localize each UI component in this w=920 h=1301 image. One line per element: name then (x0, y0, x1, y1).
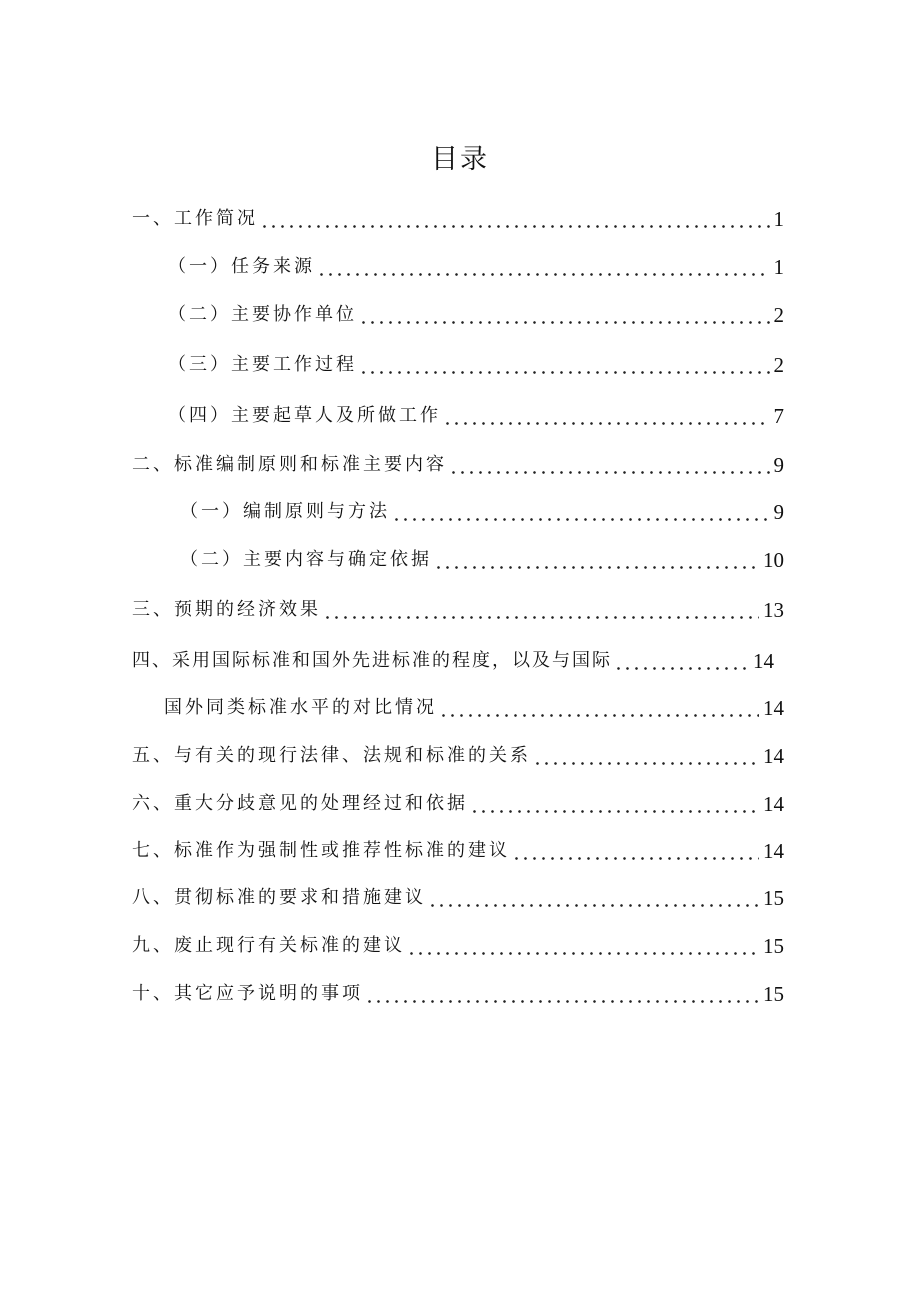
dot-leader (434, 549, 759, 571)
toc-entry-label: 九、废止现行有关标准的建议 (132, 935, 405, 956)
toc-entry-page: 2 (773, 303, 784, 327)
dot-leader (407, 935, 759, 957)
dot-leader (365, 983, 759, 1005)
toc-entry-label: 十、其它应予说明的事项 (132, 983, 363, 1004)
toc-entry-label: 六、重大分歧意见的处理经过和依据 (132, 793, 468, 814)
toc-entry-page: 15 (763, 886, 784, 910)
toc-entry-label: （一）任务来源 (168, 256, 315, 277)
dot-leader (512, 840, 759, 862)
dot-leader (260, 208, 770, 230)
toc-entry[interactable] (168, 397, 784, 427)
toc-entry-page: 14 (763, 792, 784, 816)
toc-entry[interactable] (180, 541, 784, 571)
dot-leader (449, 454, 770, 476)
toc-entry-label: （一）编制原则与方法 (180, 501, 390, 522)
toc-entry[interactable] (132, 879, 784, 909)
toc-entry[interactable] (132, 591, 784, 621)
toc-title: 目录 (431, 144, 489, 175)
toc-entry[interactable] (168, 346, 784, 376)
toc-entry-label: 三、预期的经济效果 (132, 599, 321, 620)
toc-entry-page: 15 (763, 934, 784, 958)
toc-entry-page: 1 (773, 207, 784, 231)
toc-entry[interactable] (132, 200, 784, 230)
dot-leader (614, 650, 749, 672)
toc-entry[interactable] (164, 689, 784, 719)
dot-leader (317, 256, 770, 278)
toc-entry-label: 国外同类标准水平的对比情况 (164, 697, 437, 718)
toc-entry-label: 一、工作简况 (132, 208, 258, 229)
dot-leader (443, 405, 770, 427)
toc-entry-page: 14 (763, 696, 784, 720)
toc-entry-page: 9 (773, 500, 784, 524)
toc-entry[interactable] (132, 737, 784, 767)
toc-entry-label: 二、标准编制原则和标准主要内容 (132, 454, 447, 475)
toc-entry-label: （二）主要内容与确定依据 (180, 549, 432, 570)
toc-entry-label: 七、标准作为强制性或推荐性标准的建议 (132, 840, 510, 861)
toc-entry[interactable] (180, 493, 784, 523)
dot-leader (439, 697, 759, 719)
dot-leader (359, 304, 770, 326)
toc-entry-page: 9 (773, 453, 784, 477)
toc-entry-page: 15 (763, 982, 784, 1006)
toc-entry[interactable] (132, 642, 774, 672)
toc-entry-label: 八、贯彻标准的要求和措施建议 (132, 887, 426, 908)
dot-leader (428, 887, 759, 909)
dot-leader (323, 599, 759, 621)
toc-entry-label: 四、采用国际标准和国外先进标准的程度，以及与国际 (132, 650, 612, 671)
dot-leader (470, 793, 759, 815)
toc-entry[interactable] (132, 832, 784, 862)
dot-leader (533, 745, 759, 767)
toc-entry-page: 7 (773, 404, 784, 428)
toc-entry-label: 五、与有关的现行法律、法规和标准的关系 (132, 745, 531, 766)
toc-entry-page: 1 (773, 255, 784, 279)
toc-entry-label: （二）主要协作单位 (168, 304, 357, 325)
toc-entry[interactable] (132, 446, 784, 476)
toc-entry[interactable] (132, 975, 784, 1005)
toc-entry[interactable] (132, 927, 784, 957)
toc-entry[interactable] (168, 296, 784, 326)
toc-entry-label: （三）主要工作过程 (168, 354, 357, 375)
toc-entry-page: 14 (763, 744, 784, 768)
toc-entry-page: 13 (763, 598, 784, 622)
toc-entry-page: 14 (753, 649, 774, 673)
toc-entry[interactable] (168, 248, 784, 278)
toc-entry-page: 10 (763, 548, 784, 572)
toc-entry-page: 2 (773, 353, 784, 377)
toc-entry[interactable] (132, 785, 784, 815)
toc-entry-label: （四）主要起草人及所做工作 (168, 405, 441, 426)
toc-entry-page: 14 (763, 839, 784, 863)
dot-leader (359, 354, 770, 376)
dot-leader (392, 501, 770, 523)
